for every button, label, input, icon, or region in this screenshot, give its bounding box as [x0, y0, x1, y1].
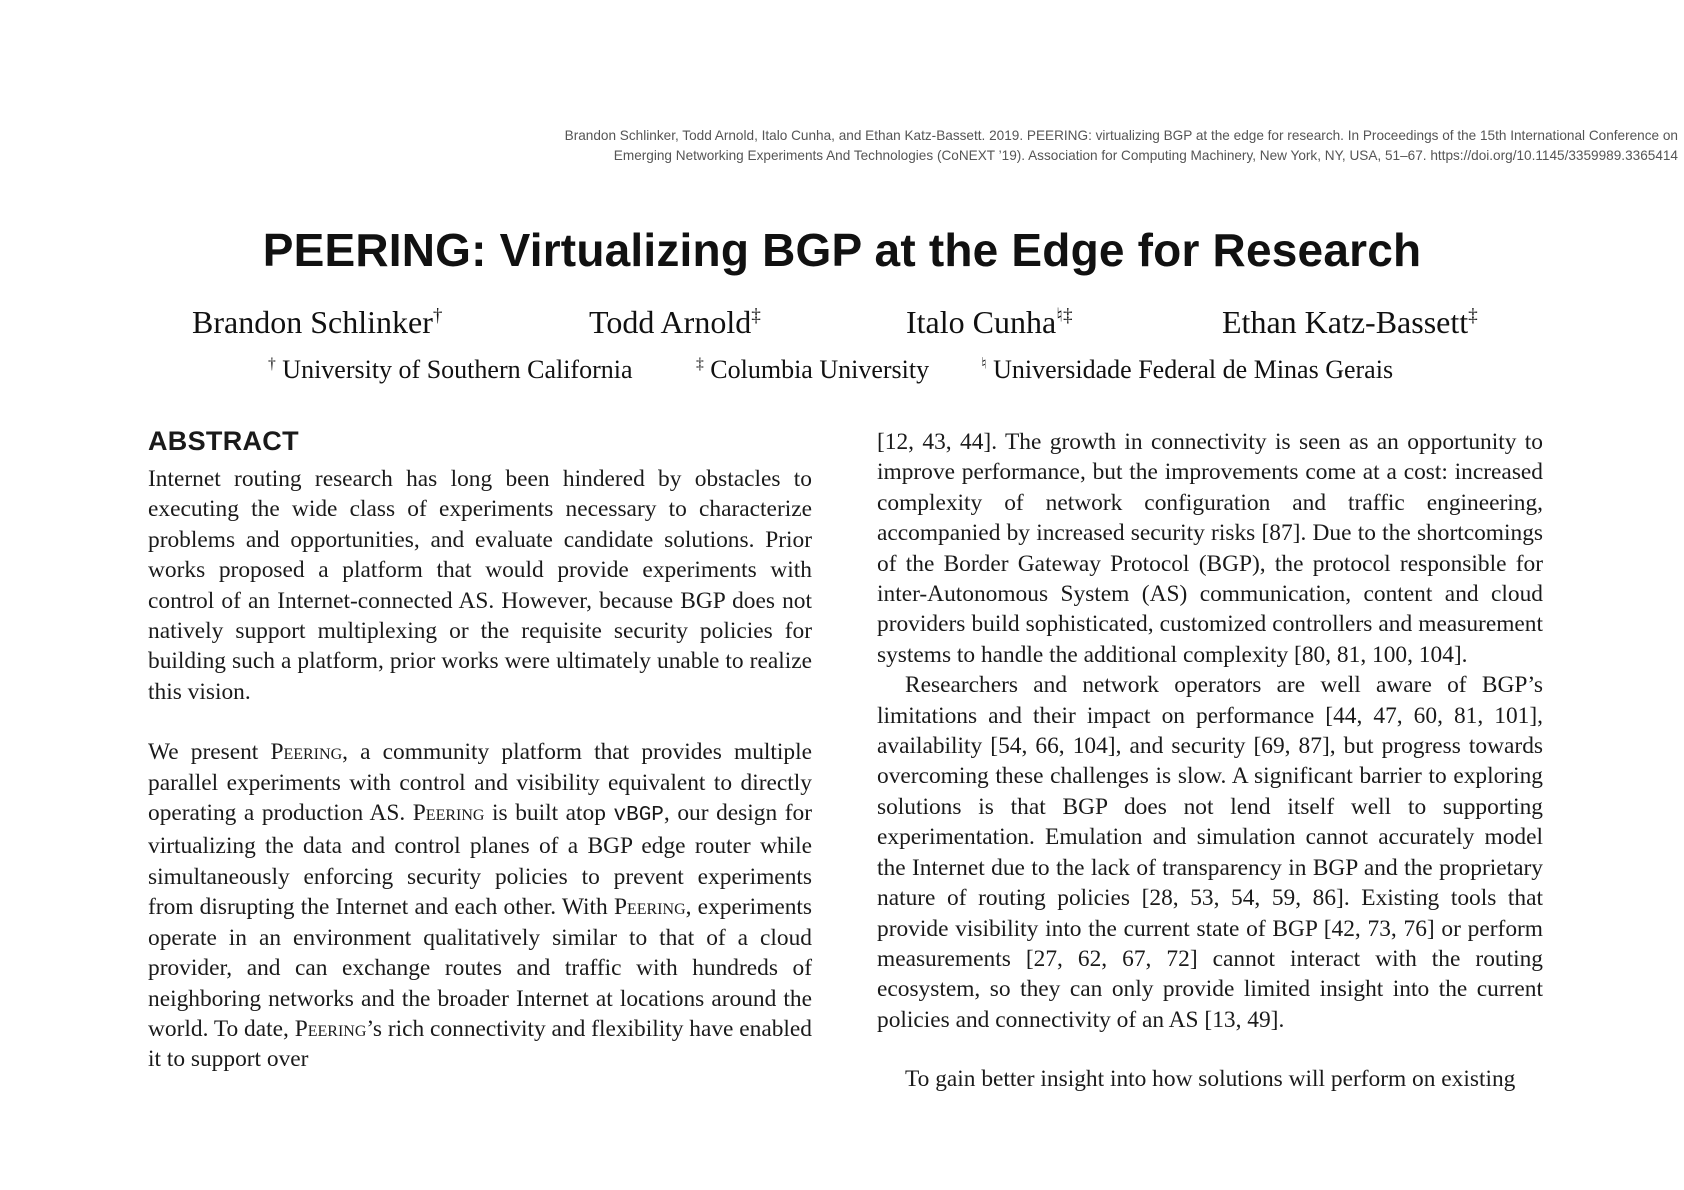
author-name: Italo Cunha — [906, 304, 1057, 340]
body-paragraph-1: [12, 43, 44]. The growth in connectivity is seen as an opportunity to improve performance, but the improvements come at a cost: increased complexity of network configuration and traffic engineering, accompanied by increased security risks [87]. Due to the shortcomings of the Border Gateway Protocol (BGP), the protocol responsible for inter-Autonomous System (AS) communication, content and cloud providers build sophisticated, customized controllers and measurement systems to handle the additional complexity [80, 81, 100, 104]. — [877, 429, 1543, 668]
author-affiliation-mark: ‡ — [1468, 305, 1478, 327]
affiliation-name: Columbia University — [710, 355, 930, 384]
cut-off-line — [877, 1064, 1543, 1092]
text-run: We present — [148, 739, 271, 766]
affiliation-name: Universidade Federal de Minas Gerais — [993, 355, 1394, 384]
paper-title: PEERING: Virtualizing BGP at the Edge for Research — [262, 224, 1422, 276]
affiliation-mark: ‡ — [696, 355, 704, 373]
text-run: , a community platform that provides multiple parallel experiments with control and visibility equivalent to directly operating a production AS. — [148, 739, 812, 827]
author-name: Brandon Schlinker — [192, 304, 433, 340]
right-column — [877, 427, 1543, 1035]
affiliation-name: University of Southern California — [282, 355, 633, 384]
affiliations — [0, 354, 1684, 390]
text-run: , our design for virtualizing the data and control planes of a BGP edge router while simultaneously enforcing security policies to prevent experiments from disrupting the Internet and each other. With — [148, 800, 812, 921]
citation-header — [278, 126, 1678, 166]
text-run: , experiments operate in an environment qualitatively similar to that of a cloud provider, and can exchange routes and traffic with hundreds of neighboring networks and the broader Internet at locations around the world. To date, — [148, 894, 812, 1042]
author-ethan-katz-bassett — [1222, 302, 1478, 342]
vbgp-name: vBGP — [613, 804, 664, 828]
left-column — [148, 424, 812, 1075]
text-run: ’s rich connectivity and flexibility have enabled it to support over — [148, 1015, 812, 1073]
affiliation-usc — [268, 354, 633, 386]
affiliation-mark: ♮ — [981, 355, 987, 373]
citation-line-2: Emerging Networking Experiments And Technologies (CoNEXT ’19). Association for Computing Machinery, New York, NY, USA, 51–67. https://doi.org/10.1145/3359989.3365414 — [613, 148, 1678, 163]
peering-name: Peering — [294, 1015, 367, 1042]
author-affiliation-mark: † — [432, 305, 443, 327]
citation-line-1: Brandon Schlinker, Todd Arnold, Italo Cunha, and Ethan Katz-Bassett. 2019. PEERING: virtualizing BGP at the edge for research. In Proceedings of the 15th International Conference on — [564, 128, 1678, 143]
affiliation-mark: † — [268, 355, 276, 373]
abstract-paragraph-1: Internet routing research has long been hindered by obstacles to executing the wide class of experiments necessary to characterize problems and opportunities, and evaluate candidate solutions. Prior works proposed a platform that would provide experiments with control of an Internet-connected AS. However, because BGP does not natively support multiplexing or the requisite security policies for building such a platform, prior works were ultimately unable to realize this vision. — [148, 466, 812, 705]
author-italo-cunha — [906, 302, 1073, 342]
affiliation-ufmg — [981, 354, 1393, 386]
peering-name: Peering — [412, 800, 485, 827]
author-name: Ethan Katz-Bassett — [1222, 304, 1469, 340]
abstract-paragraph-2 — [148, 737, 812, 1074]
peering-name: Peering — [613, 894, 686, 921]
author-affiliation-mark: ‡ — [751, 305, 761, 327]
peering-name: Peering — [270, 739, 343, 766]
abstract-heading: ABSTRACT — [148, 426, 299, 456]
text-run: is built atop — [484, 800, 614, 827]
author-todd-arnold — [589, 302, 761, 342]
author-affiliation-mark: ♮‡ — [1056, 305, 1073, 327]
author-brandon-schlinker — [192, 302, 442, 342]
body-paragraph-3-fragment: To gain better insight into how solutions will perform on existing — [905, 1066, 1516, 1092]
body-paragraph-2: Researchers and network operators are well aware of BGP’s limitations and their impact on performance [44, 47, 60, 81, 101], availability [54, 66, 104], and security [69, 87], but progress towards overcoming these challenges is slow. A significant barrier to exploring solutions is that BGP does not lend itself well to supporting experimentation. Emulation and simulation cannot accurately model the Internet due to the lack of transparency in BGP and the proprietary nature of routing policies [28, 53, 54, 59, 86]. Existing tools that provide visibility into the current state of BGP [42, 73, 76] or perform measurements [27, 62, 67, 72] cannot interact with the routing ecosystem, so they can only provide limited insight into the current policies and connectivity of an AS [13, 49]. — [877, 672, 1543, 1033]
author-name: Todd Arnold — [589, 304, 752, 340]
affiliation-columbia — [696, 354, 929, 386]
